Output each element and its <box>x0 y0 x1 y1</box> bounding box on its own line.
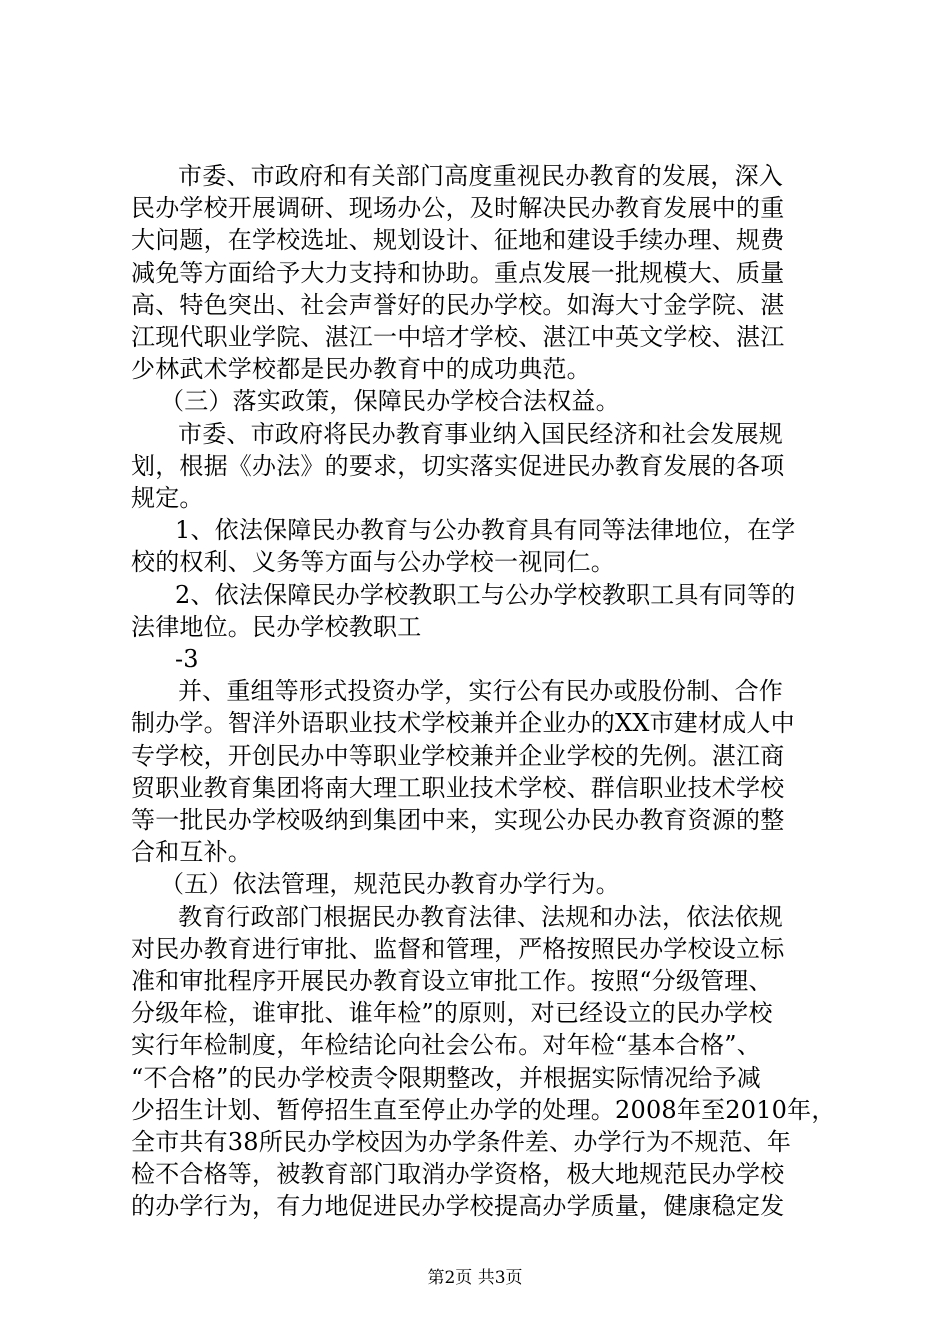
body-line-32: 检不合格等，被教育部门取消办学资格，极大地规范民办学校 <box>131 1160 785 1188</box>
body-line-27: 分级年检，谁审批、谁年检”的原则，对已经设立的民办学校 <box>131 999 773 1027</box>
body-line-31: 全市共有38所民办学校因为办学条件差、办学行为不规范、年 <box>131 1128 792 1156</box>
body-line-2: 民办学校开展调研、现场办公，及时解决民办教育发展中的重 <box>131 194 785 222</box>
body-line-19: 专学校，开创民办中等职业学校兼并企业学校的先例。湛江商 <box>131 742 785 770</box>
body-line-16: -3 <box>175 645 199 673</box>
body-line-30: 少招生计划、暂停招生直至停止办学的处理。2008年至2010年， <box>131 1096 836 1124</box>
body-line-14: 2、依法保障民办学校教职工与公办学校教职工具有同等的 <box>175 581 796 609</box>
body-line-17: 并、重组等形式投资办学，实行公有民办或股份制、合作 <box>178 677 783 705</box>
body-line-9: 市委、市政府将民办教育事业纳入国民经济和社会发展规 <box>178 420 783 448</box>
body-line-33: 的办学行为，有力地促进民办学校提高办学质量，健康稳定发 <box>131 1192 785 1220</box>
body-line-11: 规定。 <box>131 484 204 512</box>
body-line-12: 1、依法保障民办教育与公办教育具有同等法律地位，在学 <box>175 516 796 544</box>
body-line-25: 对民办教育进行审批、监督和管理，严格按照民办学校设立标 <box>131 935 785 963</box>
body-line-13: 校的权利、义务等方面与公办学校一视同仁。 <box>131 548 615 576</box>
body-line-10: 划，根据《办法》的要求，切实落实促进民办教育发展的各项 <box>131 452 785 480</box>
body-line-5: 高、特色突出、社会声誉好的民办学校。如海大寸金学院、湛 <box>131 291 785 319</box>
body-line-15: 法律地位。民办学校教职工 <box>131 613 422 641</box>
body-line-3: 大问题，在学校选址、规划设计、征地和建设手续办理、规费 <box>131 226 785 254</box>
body-line-24: 教育行政部门根据民办教育法律、法规和办法，依法依规 <box>178 903 783 931</box>
body-line-21: 等一批民办学校吸纳到集团中来，实现公办民办教育资源的整 <box>131 806 785 834</box>
body-line-26: 准和审批程序开展民办教育设立审批工作。按照“分级管理、 <box>131 967 773 995</box>
body-line-23: （五）依法管理，规范民办教育办学行为。 <box>160 870 620 898</box>
body-line-28: 实行年检制度，年检结论向社会公布。对年检“基本合格”、 <box>131 1031 761 1059</box>
page-footer: 第2页 共3页 <box>427 1268 523 1288</box>
body-line-1: 市委、市政府和有关部门高度重视民办教育的发展，深入 <box>178 162 783 190</box>
body-line-20: 贸职业教育集团将南大理工职业技术学校、群信职业技术学校 <box>131 774 785 802</box>
body-line-7: 少林武术学校都是民办教育中的成功典范。 <box>131 355 591 383</box>
body-line-8: （三）落实政策，保障民办学校合法权益。 <box>160 387 620 415</box>
body-line-4: 减免等方面给予大力支持和协助。重点发展一批规模大、质量 <box>131 259 785 287</box>
body-line-6: 江现代职业学院、湛江一中培才学校、湛江中英文学校、湛江 <box>131 323 785 351</box>
body-line-29: “不合格”的民办学校责令限期整改，并根据实际情况给予减 <box>131 1064 761 1092</box>
body-line-22: 合和互补。 <box>131 838 252 866</box>
body-line-18: 制办学。智洋外语职业技术学校兼并企业办的XX市建材成人中 <box>131 709 795 737</box>
